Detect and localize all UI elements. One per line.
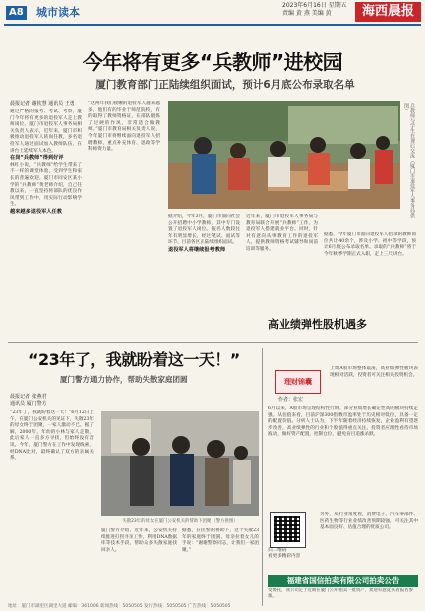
auction-ad-title[interactable]: 福建省国信拍卖有限公司拍卖公告 [268, 575, 418, 587]
column-intro: 上周A股市场整体震荡，高业绩弹性板块表现相对活跃，投资者可关注相关投资机会。 [330, 366, 418, 378]
column-body: 6月以来，A股市场呈现结构性行情，部分业绩增长确定性高的板块持续走强。从估值来看，目前沪深300指数市盈率处于历史相对低位，具备一定的配置价值。分析人士认为，下半年随着经济持续恢复，企业盈利有望逐步改善，高业绩弹性的行业和个股值得重点关注。投资者应理性看待市场波动，做好资产配置，控制仓位，避免盲目追涨杀跌。 [268, 406, 418, 438]
story2-headline[interactable]: “23年了，我就盼着这一天！” [28, 350, 240, 369]
newspaper-masthead-logo: 海西晨报 [355, 2, 421, 22]
page-header [0, 0, 425, 26]
story1-column-2 [88, 101, 160, 341]
story1-byline: 晨报记者 谢钦慧 通讯员 王勇 [10, 101, 75, 107]
story2-column-2 [101, 528, 177, 608]
column-body-continued: 另外，从行业角度看，消费电子、汽车零部件、医药生物等行业业绩改善预期较强，可关注其中基本面良好、估值合理的优质公司。 [320, 512, 418, 531]
story2-column-3 [182, 528, 259, 608]
story1-paragraph: 林红小说，“兵教师”给学生带来了不一样的课堂体验，受到学生和家长的普遍欢迎。厦门市同安区某小学的“兵教师”黄老师介绍，自己任教以来，一直坚持将部队的优良作风带到工作中，用实际行动影响学生。 [10, 162, 82, 208]
story2-byline: 晨报记者 张燕君 通讯员 厦门警方 [10, 394, 47, 407]
qr-code-pattern [274, 516, 300, 542]
story2-photo-reunion[interactable] [101, 411, 259, 516]
story1-paragraph: “这两年我们接触的退役军人越来越多，他们有的毕业于师范院校，有的取得了教师资格证，在部队锻炼了过硬的作风，非常适合做教师。”厦门市教育局相关负责人说，今年厦门市将继续面向退役军人招聘教师，重点补充体育、思政等学科师资力量。 [88, 101, 160, 153]
story1-photo-caption: 兵教师与学生在课后交流（厦门市退役军人事务局供图） [403, 103, 415, 218]
column-logo-stamp: 理财锦囊 [275, 370, 321, 394]
story1-paragraph: 近年来，厦门市退役军人事务局与教育局联合开展“兵教师”工作，为退役军人搭建就业平台。同时，针对有意向从事教育工作的退役军人，提供教师资格考试辅导和岗前培训等服务。 [246, 214, 318, 252]
column-divider [262, 348, 263, 606]
page-footer: 地址：厦门市湖里区湖里大道 邮编：361006 新闻热线：5050505 发行热线：5050505 广告热线：5050505 [8, 604, 231, 609]
story1-paragraph: 据介绍，今年3月，厦门市面向社会公开招聘中小学教师，其中专门设置了退役军人岗位。报名人数较往年有明显增长，经过笔试、面试等环节，目前各区正陆续组织面试。 [168, 214, 240, 246]
story1-section-heading: 退役军人将继续报考教师 [168, 246, 226, 253]
story1-paragraph: 据悉，今年厦门市面向退役军人招录的教师岗位共计40余个，涉及小学、初中等学段，预计6月底公布录取名单。录取的“兵教师”将于今年秋季学期正式入职，走上三尺讲台。 [324, 232, 416, 257]
story1-column-3 [168, 214, 240, 340]
header-rule [4, 24, 421, 26]
story2-paragraph: 据悉，在民警的协助下，这个失散23年的家庭终于团圆。母亲拉着女儿的手说：“谢谢警察同志，让我们一家团聚。” [182, 528, 259, 553]
qr-code-label: 扫二维码 看更多精彩内容 [268, 548, 301, 559]
column-author: 作者：张宏 [278, 397, 304, 403]
reunion-photo-illustration [101, 411, 259, 516]
story1-section-heading: 在岗“兵教师”得到好评 [10, 155, 64, 162]
story2-column-1 [10, 410, 94, 608]
classroom-photo-illustration [168, 101, 400, 209]
story2-photo-caption: 失散23年的母女在厦门公安机关的帮助下团聚（警方供图） [122, 519, 238, 524]
page-number-badge: A8 [6, 6, 27, 20]
section-divider [8, 342, 418, 343]
date-line: 2023年6月16日 星期五 责编 黄 燕 美编 黄 [282, 2, 347, 17]
main-headline[interactable]: 今年将有更多“兵教师”进校园 [82, 50, 343, 74]
story2-paragraph: “23年了，我就盼着这一天！”6月12日上午，在厦门公安机关的见证下，失散23年的母女终于团聚，一家人激动不已。据了解，2000年，年幼的小林与家人走散，此后家人一直多方寻找，但始终没有音讯。今年，厦门警方在工作中发现线索，经DNA比对，最终确认了双方的亲属关系。 [10, 410, 94, 462]
story1-paragraph: 通过严格的报考、考试、考察，厦门今年将有更多的退役军人走上教师岗位。厦门市退役军人事务局相关负责人表示，近年来，厦门市积极推动退役军人转岗任教，多名退役军人通过面试加入教师队伍，在讲台上延续军人本色。 [10, 109, 82, 154]
section-name: 城市读本 [36, 6, 80, 19]
finance-column-headline[interactable]: 高业绩弹性股机遇多 [268, 318, 367, 331]
main-subheadline: 厦门教育部门正陆续组织面试，预计6月底公布录取名单 [95, 79, 355, 91]
story1-photo-classroom[interactable] [168, 101, 400, 209]
auction-ad-text: 受委托，我公司定于近期在厦门公开拍卖一批资产，欢迎有意竞买者报名参加。 [268, 588, 413, 599]
story1-section-heading: 越来越多退役军人任教 [10, 208, 62, 215]
story2-subheadline: 厦门警方通力协作，帮助失散家庭团圆 [60, 375, 188, 384]
story2-paragraph: 厦门警方介绍，近年来，公安机关持续推进打拐寻亲工作，利用DNA数据库等技术手段，帮助众多失散家庭找回亲人。 [101, 528, 177, 553]
story1-column-1 [10, 109, 82, 341]
